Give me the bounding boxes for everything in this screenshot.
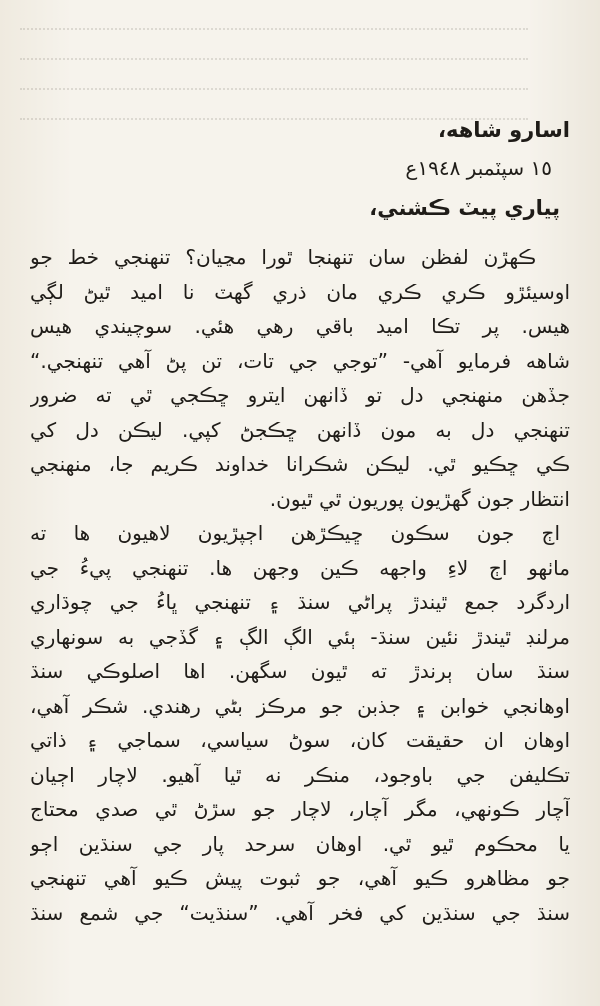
paragraph-2-line: تڪليفن جي باوجود، منڪر نه ٿيا آهيو. لاچار اڄيان (30, 762, 570, 787)
paragraph-2-line: آچار ڪونهي، مگر آچار، لاچار جو سڙڻ ٿي صدي محتاج (30, 797, 570, 821)
paragraph-1-line: شاهه فرمايو آهي- ”توجي جي تات، تن پڻ آهي تنهنجي.“ (30, 348, 570, 373)
paragraph-1-line: ڪي ڇڪيو ٿي. ليڪن شڪرانا خداوند ڪريم جا، منهنجي (30, 452, 570, 476)
paragraph-1-line: ڪهڙن لفظن سان تنهنجا ٿورا مڃيان؟ تنهنجي خط جو (30, 245, 536, 269)
letter-date: ١٥ سپٽمبر ١٩٤٨ع (405, 156, 552, 180)
bleed-through-text (0, 0, 600, 112)
paragraph-2-line: اردگرد جمع ٿيندڙ پراڻي سنڌ ۽ تنهنجي ڀاءُ جي چوڌاري (30, 590, 570, 614)
paragraph-1-line: انتظار جون گهڙيون پوريون ٿي ٿيون. (269, 486, 570, 511)
paragraph-2-line: جو مظاهرو ڪيو آهي، جو ثبوت پيش ڪيو آهي تنهنجي (30, 866, 570, 890)
bleed-line (20, 98, 528, 120)
paragraph-2-line: يا محڪوم ٿيو ٿي. اوهان سرحد پار جي سنڌين اڄو (30, 831, 570, 856)
letter-heading: اسارو شاهه، (438, 118, 570, 142)
paragraph-1-line: هيس. پر تڪا اميد باقي رهي هئي. سوچيندي هيس (30, 314, 570, 338)
letter-greeting: پياري پيٽ ڪشني، (369, 196, 560, 220)
paragraph-1-line: تنهنجي دل به مون ڏانهن ڇڪجڻ کپي. ليڪن دل کي (30, 417, 570, 442)
paragraph-2-line: مرلنڊ ٿيندڙ نئين سنڌ- ٻئي الڳ الڳ ۽ گڏجي به سونهاري (30, 624, 570, 649)
paragraph-2-line: اوهان ان حقيقت کان، سوڻ سياسي، سماجي ۽ ذاتي (30, 728, 570, 752)
paragraph-2-line: سنڌ سان ٻرندڙ ته ٿيون سگهن. اها اصلوڪي سنڌ (30, 659, 570, 683)
paragraph-2-line: اڄ جون سڪون ڇيڪڙهن اڄپڙيون لاهيون ها ته (30, 521, 560, 545)
bleed-line (20, 38, 528, 60)
bleed-line (20, 68, 528, 90)
paragraph-2-line: اوهانجي خوابن ۽ جذبن جو مرڪز بڻي رهندي. شڪر آهي، (30, 693, 570, 718)
bleed-line (20, 8, 528, 30)
paragraph-2-line: سنڌ جي سنڌين کي فخر آهي. ”سنڌيت“ جي شمع سنڌ (30, 900, 570, 925)
letter-body (30, 240, 570, 930)
paragraph-1-line: اوسيئڙو ڪري ڪري مان ذري گهٽ نا اميد ٿيڻ لڳي (30, 279, 570, 304)
paragraph-1-line: جڏهن منهنجي دل تو ڏانهن ايترو ڇڪجي ٿي ته ضرور (30, 383, 570, 407)
paragraph-2-line: ماٺهو اڄ لاءِ واجهه ڪين وجهن ها. تنهنجي پيءُ جي (30, 555, 570, 580)
